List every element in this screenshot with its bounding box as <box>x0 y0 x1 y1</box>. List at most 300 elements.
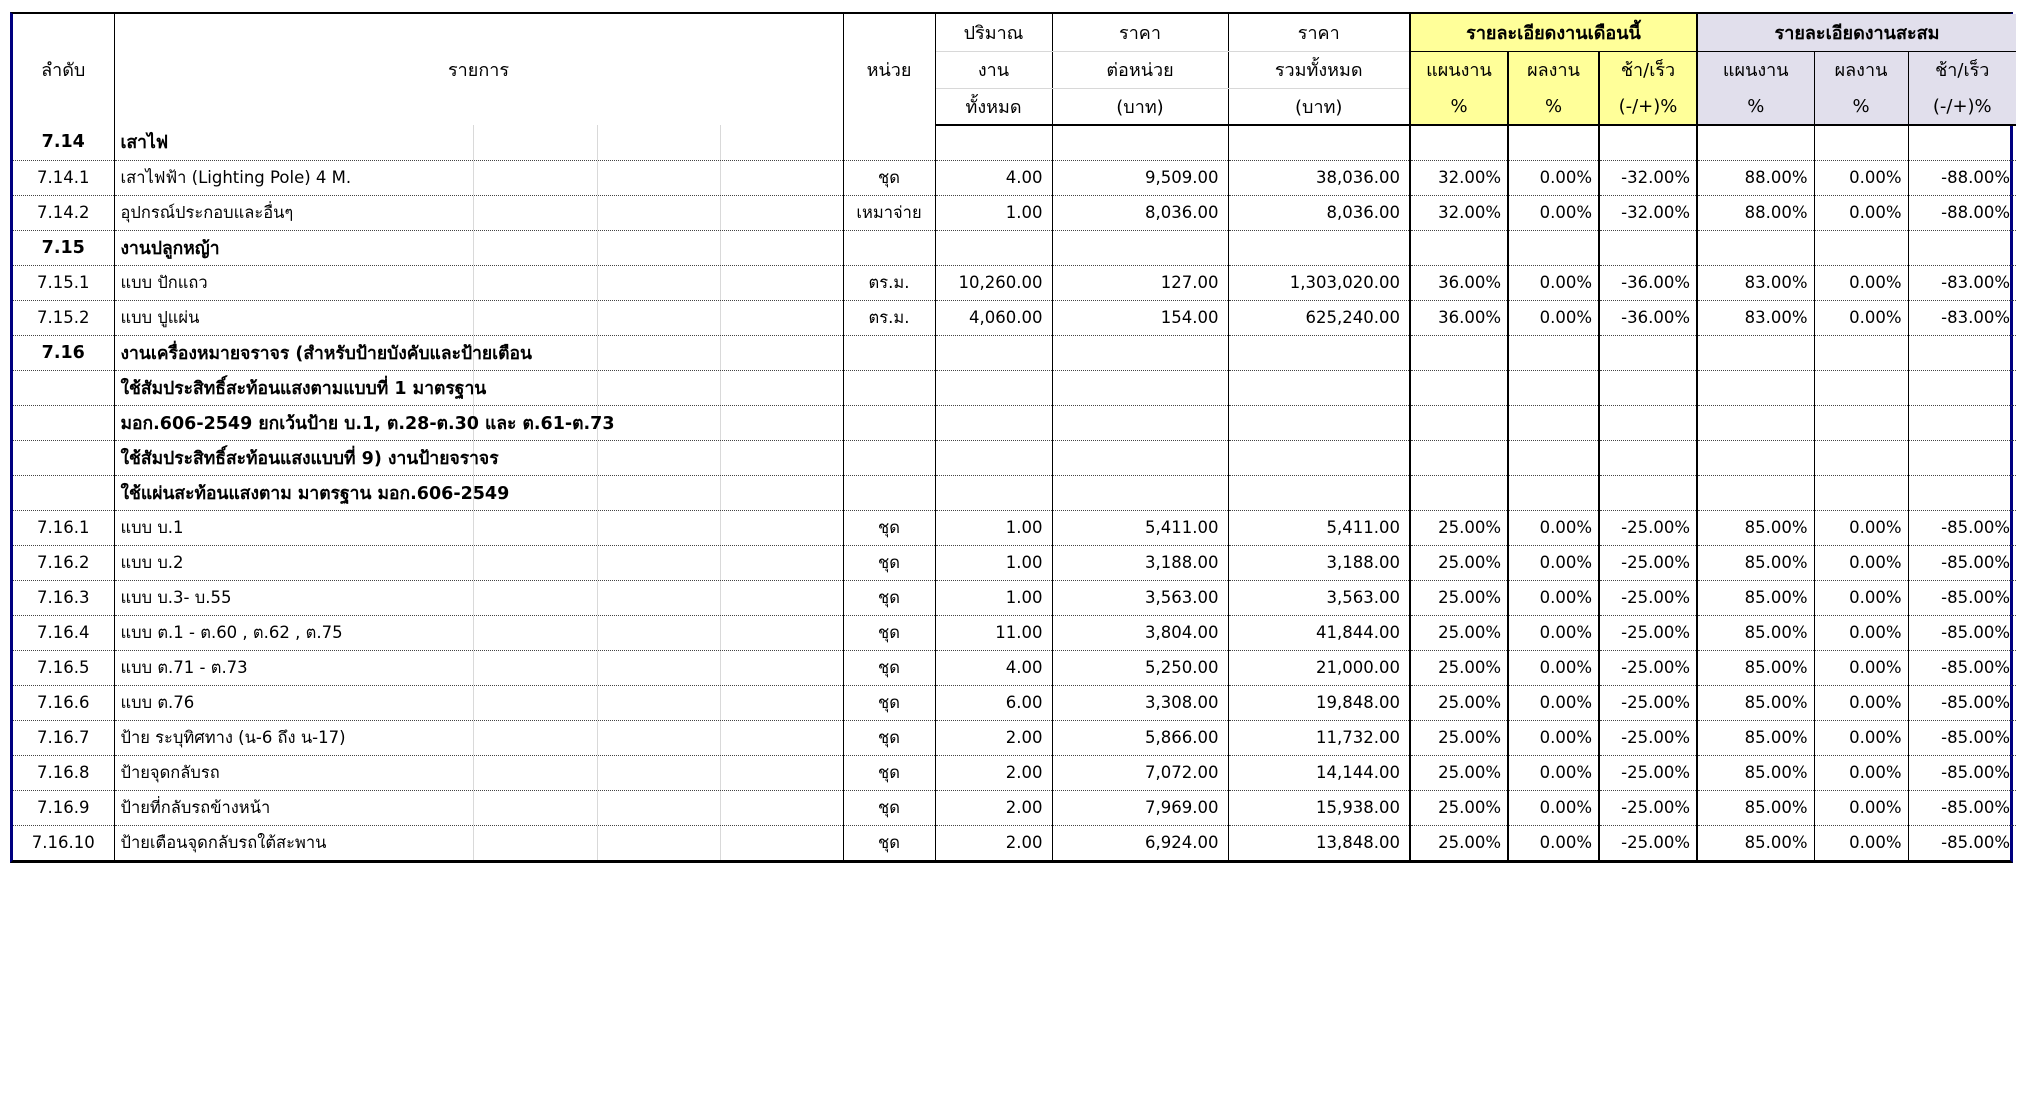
cell-price <box>1052 405 1228 440</box>
cell-price: 7,072.00 <box>1052 755 1228 790</box>
cell-cd <box>1908 405 2016 440</box>
cell-desc: ใช้แผ่นสะท้อนแสงตาม มาตรฐาน มอก.606-2549 <box>114 475 843 510</box>
cell-desc: งานเครื่องหมายจราจร (สำหรับป้ายบังคับและป้ายเตือน <box>114 335 843 370</box>
table-row <box>13 335 2016 370</box>
cell-no: 7.15 <box>13 230 114 265</box>
cell-no <box>13 370 114 405</box>
cell-md: -32.00% <box>1599 160 1697 195</box>
table-row <box>13 370 2016 405</box>
cell-mp <box>1410 440 1508 475</box>
cell-no: 7.16.2 <box>13 545 114 580</box>
cell-unit: ชุด <box>843 755 935 790</box>
header-price-3: (บาท) <box>1052 88 1228 125</box>
cell-ma <box>1508 230 1599 265</box>
cell-price: 5,411.00 <box>1052 510 1228 545</box>
table-row <box>13 125 2016 160</box>
cell-mp: 25.00% <box>1410 755 1508 790</box>
cell-mp: 25.00% <box>1410 790 1508 825</box>
cell-cd: -85.00% <box>1908 545 2016 580</box>
cell-price: 5,250.00 <box>1052 650 1228 685</box>
cell-total: 11,732.00 <box>1228 720 1410 755</box>
cell-desc: ป้าย ระบุทิศทาง (น-6 ถึง น-17) <box>114 720 843 755</box>
cell-ca: 0.00% <box>1814 825 1908 860</box>
table-row <box>13 160 2016 195</box>
table-row <box>13 825 2016 860</box>
cell-cp <box>1697 370 1814 405</box>
cell-desc: เสาไฟ <box>114 125 843 160</box>
cell-unit <box>843 405 935 440</box>
cell-cp: 85.00% <box>1697 685 1814 720</box>
cell-total: 15,938.00 <box>1228 790 1410 825</box>
cell-unit: ชุด <box>843 510 935 545</box>
cell-total: 14,144.00 <box>1228 755 1410 790</box>
cell-mp: 25.00% <box>1410 615 1508 650</box>
cell-total: 8,036.00 <box>1228 195 1410 230</box>
cell-unit: ชุด <box>843 790 935 825</box>
cell-desc: มอก.606-2549 ยกเว้นป้าย บ.1, ต.28-ต.30 และ ต.61-ต.73 <box>114 405 843 440</box>
cell-no <box>13 440 114 475</box>
table-row <box>13 475 2016 510</box>
header-total-1: ราคา <box>1228 14 1410 51</box>
cell-no <box>13 475 114 510</box>
cell-cd: -85.00% <box>1908 720 2016 755</box>
cell-desc: แบบ ปักแถว <box>114 265 843 300</box>
cell-ca: 0.00% <box>1814 580 1908 615</box>
cell-cd: -85.00% <box>1908 650 2016 685</box>
cell-total: 21,000.00 <box>1228 650 1410 685</box>
table-row <box>13 685 2016 720</box>
cell-ca <box>1814 440 1908 475</box>
cell-no: 7.16 <box>13 335 114 370</box>
cell-unit: ชุด <box>843 580 935 615</box>
cell-ma: 0.00% <box>1508 580 1599 615</box>
cell-price: 127.00 <box>1052 265 1228 300</box>
cell-md <box>1599 335 1697 370</box>
cell-cd: -85.00% <box>1908 580 2016 615</box>
cell-total <box>1228 125 1410 160</box>
cell-md: -25.00% <box>1599 545 1697 580</box>
cell-price: 8,036.00 <box>1052 195 1228 230</box>
cell-total: 19,848.00 <box>1228 685 1410 720</box>
header-group-cumulative: รายละเอียดงานสะสม <box>1697 14 2016 51</box>
cell-ca <box>1814 405 1908 440</box>
cell-qty <box>935 125 1052 160</box>
cell-mp <box>1410 405 1508 440</box>
cell-ma: 0.00% <box>1508 300 1599 335</box>
cell-mp: 25.00% <box>1410 510 1508 545</box>
cell-unit: ตร.ม. <box>843 300 935 335</box>
cell-desc: ป้ายที่กลับรถข้างหน้า <box>114 790 843 825</box>
cell-no: 7.14.2 <box>13 195 114 230</box>
cell-no: 7.16.10 <box>13 825 114 860</box>
cell-price: 6,924.00 <box>1052 825 1228 860</box>
cell-cd: -85.00% <box>1908 615 2016 650</box>
cell-qty: 2.00 <box>935 720 1052 755</box>
header-total-3: (บาท) <box>1228 88 1410 125</box>
cell-unit: ชุด <box>843 545 935 580</box>
cell-ca: 0.00% <box>1814 720 1908 755</box>
cell-total <box>1228 335 1410 370</box>
cell-desc: แบบ บ.1 <box>114 510 843 545</box>
cell-cp: 85.00% <box>1697 510 1814 545</box>
cell-md <box>1599 230 1697 265</box>
header-desc: รายการ <box>114 14 843 125</box>
cell-cd <box>1908 440 2016 475</box>
cell-qty: 4.00 <box>935 160 1052 195</box>
cell-qty: 2.00 <box>935 790 1052 825</box>
cell-total <box>1228 440 1410 475</box>
header-unit: หน่วย <box>843 14 935 125</box>
cell-ma: 0.00% <box>1508 195 1599 230</box>
cell-md <box>1599 125 1697 160</box>
cell-cp: 85.00% <box>1697 580 1814 615</box>
cell-mp <box>1410 335 1508 370</box>
table-row <box>13 300 2016 335</box>
header-month-actual-pct: % <box>1508 88 1599 125</box>
header-cum-actual-pct: % <box>1814 88 1908 125</box>
header-no: ลำดับ <box>13 14 114 125</box>
table-row <box>13 615 2016 650</box>
cell-qty: 6.00 <box>935 685 1052 720</box>
cell-qty: 2.00 <box>935 755 1052 790</box>
cell-ca: 0.00% <box>1814 615 1908 650</box>
cell-ma <box>1508 405 1599 440</box>
cell-total <box>1228 405 1410 440</box>
cell-price <box>1052 125 1228 160</box>
cell-ma: 0.00% <box>1508 685 1599 720</box>
cell-total: 41,844.00 <box>1228 615 1410 650</box>
table-row <box>13 265 2016 300</box>
cell-md: -36.00% <box>1599 300 1697 335</box>
table-header <box>13 14 2016 125</box>
cell-cd: -85.00% <box>1908 790 2016 825</box>
cell-no: 7.16.3 <box>13 580 114 615</box>
cell-ma <box>1508 335 1599 370</box>
cell-no: 7.16.7 <box>13 720 114 755</box>
cell-cp <box>1697 125 1814 160</box>
cell-mp: 25.00% <box>1410 720 1508 755</box>
cell-md: -32.00% <box>1599 195 1697 230</box>
cell-ma: 0.00% <box>1508 510 1599 545</box>
cell-cp: 83.00% <box>1697 265 1814 300</box>
cell-mp: 25.00% <box>1410 650 1508 685</box>
cell-md: -25.00% <box>1599 685 1697 720</box>
cell-desc: แบบ ต.71 - ต.73 <box>114 650 843 685</box>
cell-mp <box>1410 230 1508 265</box>
table-row <box>13 755 2016 790</box>
cell-cp: 88.00% <box>1697 195 1814 230</box>
table-row <box>13 720 2016 755</box>
cell-cp: 85.00% <box>1697 615 1814 650</box>
cell-total: 13,848.00 <box>1228 825 1410 860</box>
cell-qty <box>935 405 1052 440</box>
cell-price: 154.00 <box>1052 300 1228 335</box>
cell-md <box>1599 405 1697 440</box>
cell-desc: แบบ บ.2 <box>114 545 843 580</box>
cell-total: 3,563.00 <box>1228 580 1410 615</box>
header-month-plan: แผนงาน <box>1410 51 1508 88</box>
header-month-plan-pct: % <box>1410 88 1508 125</box>
cell-cd <box>1908 370 2016 405</box>
cell-price <box>1052 440 1228 475</box>
boq-progress-table <box>13 14 2016 860</box>
cell-price <box>1052 475 1228 510</box>
cell-no <box>13 405 114 440</box>
cell-unit <box>843 475 935 510</box>
cell-cd: -83.00% <box>1908 300 2016 335</box>
cell-mp: 32.00% <box>1410 160 1508 195</box>
cell-desc: แบบ ต.1 - ต.60 , ต.62 , ต.75 <box>114 615 843 650</box>
table-row <box>13 195 2016 230</box>
header-cum-plan-pct: % <box>1697 88 1814 125</box>
cell-total <box>1228 230 1410 265</box>
cell-qty <box>935 475 1052 510</box>
header-cum-actual: ผลงาน <box>1814 51 1908 88</box>
cell-qty: 1.00 <box>935 195 1052 230</box>
cell-qty: 2.00 <box>935 825 1052 860</box>
cell-unit: ชุด <box>843 160 935 195</box>
cell-ma <box>1508 125 1599 160</box>
header-group-month: รายละเอียดงานเดือนนี้ <box>1410 14 1697 51</box>
cell-ca: 0.00% <box>1814 650 1908 685</box>
cell-total <box>1228 475 1410 510</box>
header-month-diff-pct: (-/+)% <box>1599 88 1697 125</box>
cell-md <box>1599 440 1697 475</box>
cell-no: 7.14 <box>13 125 114 160</box>
cell-total: 5,411.00 <box>1228 510 1410 545</box>
cell-mp <box>1410 370 1508 405</box>
cell-unit <box>843 230 935 265</box>
cell-price: 3,308.00 <box>1052 685 1228 720</box>
cell-unit: เหมาจ่าย <box>843 195 935 230</box>
cell-cd <box>1908 335 2016 370</box>
cell-desc: ใช้สัมประสิทธิ์สะท้อนแสงตามแบบที่ 1 มาตรฐาน <box>114 370 843 405</box>
table-row <box>13 650 2016 685</box>
cell-mp: 25.00% <box>1410 685 1508 720</box>
cell-qty <box>935 370 1052 405</box>
cell-md: -25.00% <box>1599 615 1697 650</box>
cell-cp: 85.00% <box>1697 545 1814 580</box>
cell-desc: แบบ บ.3- บ.55 <box>114 580 843 615</box>
cell-total: 1,303,020.00 <box>1228 265 1410 300</box>
cell-cp: 83.00% <box>1697 300 1814 335</box>
cell-md <box>1599 475 1697 510</box>
header-cum-plan: แผนงาน <box>1697 51 1814 88</box>
cell-cp <box>1697 230 1814 265</box>
cell-cd: -88.00% <box>1908 195 2016 230</box>
cell-cd: -83.00% <box>1908 265 2016 300</box>
cell-ma <box>1508 370 1599 405</box>
cell-ma: 0.00% <box>1508 720 1599 755</box>
cell-price <box>1052 370 1228 405</box>
cell-cp: 85.00% <box>1697 790 1814 825</box>
cell-ma: 0.00% <box>1508 755 1599 790</box>
cell-ca: 0.00% <box>1814 195 1908 230</box>
cell-ca: 0.00% <box>1814 755 1908 790</box>
table-row <box>13 790 2016 825</box>
table-row <box>13 510 2016 545</box>
cell-unit <box>843 370 935 405</box>
header-cum-diff: ช้า/เร็ว <box>1908 51 2016 88</box>
table-row <box>13 405 2016 440</box>
cell-cp: 88.00% <box>1697 160 1814 195</box>
cell-md: -25.00% <box>1599 825 1697 860</box>
cell-no: 7.16.6 <box>13 685 114 720</box>
cell-md: -25.00% <box>1599 720 1697 755</box>
cell-cp <box>1697 440 1814 475</box>
cell-qty: 10,260.00 <box>935 265 1052 300</box>
cell-md: -25.00% <box>1599 580 1697 615</box>
cell-mp: 36.00% <box>1410 300 1508 335</box>
cell-qty: 1.00 <box>935 510 1052 545</box>
cell-mp <box>1410 125 1508 160</box>
cell-cp <box>1697 335 1814 370</box>
header-qty-3: ทั้งหมด <box>935 88 1052 125</box>
table-row <box>13 440 2016 475</box>
cell-ca <box>1814 475 1908 510</box>
header-month-actual: ผลงาน <box>1508 51 1599 88</box>
cell-md: -25.00% <box>1599 650 1697 685</box>
cell-ma: 0.00% <box>1508 160 1599 195</box>
cell-ca: 0.00% <box>1814 685 1908 720</box>
cell-desc: ใช้สัมประสิทธิ์สะท้อนแสงแบบที่ 9) งานป้ายจราจร <box>114 440 843 475</box>
cell-cd: -85.00% <box>1908 825 2016 860</box>
cell-unit: ชุด <box>843 685 935 720</box>
cell-total: 625,240.00 <box>1228 300 1410 335</box>
cell-no: 7.16.9 <box>13 790 114 825</box>
cell-qty <box>935 440 1052 475</box>
cell-cp <box>1697 475 1814 510</box>
header-qty-2: งาน <box>935 51 1052 88</box>
cell-cp: 85.00% <box>1697 825 1814 860</box>
cell-desc: แบบ ต.76 <box>114 685 843 720</box>
cell-mp: 25.00% <box>1410 825 1508 860</box>
cell-cd: -85.00% <box>1908 510 2016 545</box>
boq-table-frame <box>10 12 2013 863</box>
header-month-diff: ช้า/เร็ว <box>1599 51 1697 88</box>
cell-ca: 0.00% <box>1814 300 1908 335</box>
cell-desc: งานปลูกหญ้า <box>114 230 843 265</box>
cell-cd: -85.00% <box>1908 755 2016 790</box>
cell-ca: 0.00% <box>1814 545 1908 580</box>
cell-qty <box>935 335 1052 370</box>
cell-no: 7.14.1 <box>13 160 114 195</box>
cell-mp: 25.00% <box>1410 580 1508 615</box>
cell-mp: 32.00% <box>1410 195 1508 230</box>
cell-price: 3,563.00 <box>1052 580 1228 615</box>
cell-md: -25.00% <box>1599 510 1697 545</box>
cell-no: 7.16.8 <box>13 755 114 790</box>
cell-md <box>1599 370 1697 405</box>
cell-desc: เสาไฟฟ้า (Lighting Pole) 4 M. <box>114 160 843 195</box>
cell-unit: ชุด <box>843 615 935 650</box>
cell-md: -25.00% <box>1599 755 1697 790</box>
cell-unit <box>843 440 935 475</box>
cell-price: 3,804.00 <box>1052 615 1228 650</box>
table-row <box>13 580 2016 615</box>
header-price-1: ราคา <box>1052 14 1228 51</box>
cell-unit <box>843 125 935 160</box>
table-body <box>13 125 2016 860</box>
header-qty-1: ปริมาณ <box>935 14 1052 51</box>
cell-ma: 0.00% <box>1508 545 1599 580</box>
cell-ma <box>1508 440 1599 475</box>
cell-desc: ป้ายจุดกลับรถ <box>114 755 843 790</box>
cell-ma <box>1508 475 1599 510</box>
cell-ma: 0.00% <box>1508 825 1599 860</box>
cell-price <box>1052 230 1228 265</box>
cell-qty <box>935 230 1052 265</box>
cell-ma: 0.00% <box>1508 790 1599 825</box>
cell-md: -36.00% <box>1599 265 1697 300</box>
table-row <box>13 230 2016 265</box>
cell-ca <box>1814 335 1908 370</box>
cell-price: 9,509.00 <box>1052 160 1228 195</box>
cell-price: 7,969.00 <box>1052 790 1228 825</box>
header-total-2: รวมทั้งหมด <box>1228 51 1410 88</box>
header-cum-diff-pct: (-/+)% <box>1908 88 2016 125</box>
cell-unit <box>843 335 935 370</box>
cell-mp: 25.00% <box>1410 545 1508 580</box>
cell-ma: 0.00% <box>1508 265 1599 300</box>
cell-md: -25.00% <box>1599 790 1697 825</box>
cell-qty: 4,060.00 <box>935 300 1052 335</box>
cell-unit: ตร.ม. <box>843 265 935 300</box>
cell-ma: 0.00% <box>1508 615 1599 650</box>
cell-ca <box>1814 125 1908 160</box>
cell-ca: 0.00% <box>1814 790 1908 825</box>
cell-no: 7.16.1 <box>13 510 114 545</box>
cell-no: 7.16.4 <box>13 615 114 650</box>
cell-no: 7.16.5 <box>13 650 114 685</box>
cell-desc: แบบ ปูแผ่น <box>114 300 843 335</box>
cell-qty: 11.00 <box>935 615 1052 650</box>
cell-mp <box>1410 475 1508 510</box>
cell-desc: อุปกรณ์ประกอบและอื่นๆ <box>114 195 843 230</box>
header-price-2: ต่อหน่วย <box>1052 51 1228 88</box>
cell-cd <box>1908 475 2016 510</box>
cell-cd: -85.00% <box>1908 685 2016 720</box>
cell-ca <box>1814 230 1908 265</box>
cell-no: 7.15.2 <box>13 300 114 335</box>
cell-ca <box>1814 370 1908 405</box>
cell-cd <box>1908 230 2016 265</box>
table-row <box>13 545 2016 580</box>
cell-unit: ชุด <box>843 650 935 685</box>
cell-price: 5,866.00 <box>1052 720 1228 755</box>
cell-cp: 85.00% <box>1697 650 1814 685</box>
cell-price <box>1052 335 1228 370</box>
cell-cp <box>1697 405 1814 440</box>
cell-qty: 4.00 <box>935 650 1052 685</box>
cell-unit: ชุด <box>843 720 935 755</box>
cell-cd: -88.00% <box>1908 160 2016 195</box>
cell-ca: 0.00% <box>1814 265 1908 300</box>
cell-ca: 0.00% <box>1814 160 1908 195</box>
cell-ca: 0.00% <box>1814 510 1908 545</box>
cell-cd <box>1908 125 2016 160</box>
cell-total <box>1228 370 1410 405</box>
cell-total: 38,036.00 <box>1228 160 1410 195</box>
cell-unit: ชุด <box>843 825 935 860</box>
cell-cp: 85.00% <box>1697 720 1814 755</box>
cell-mp: 36.00% <box>1410 265 1508 300</box>
cell-qty: 1.00 <box>935 580 1052 615</box>
cell-price: 3,188.00 <box>1052 545 1228 580</box>
cell-total: 3,188.00 <box>1228 545 1410 580</box>
cell-qty: 1.00 <box>935 545 1052 580</box>
cell-ma: 0.00% <box>1508 650 1599 685</box>
